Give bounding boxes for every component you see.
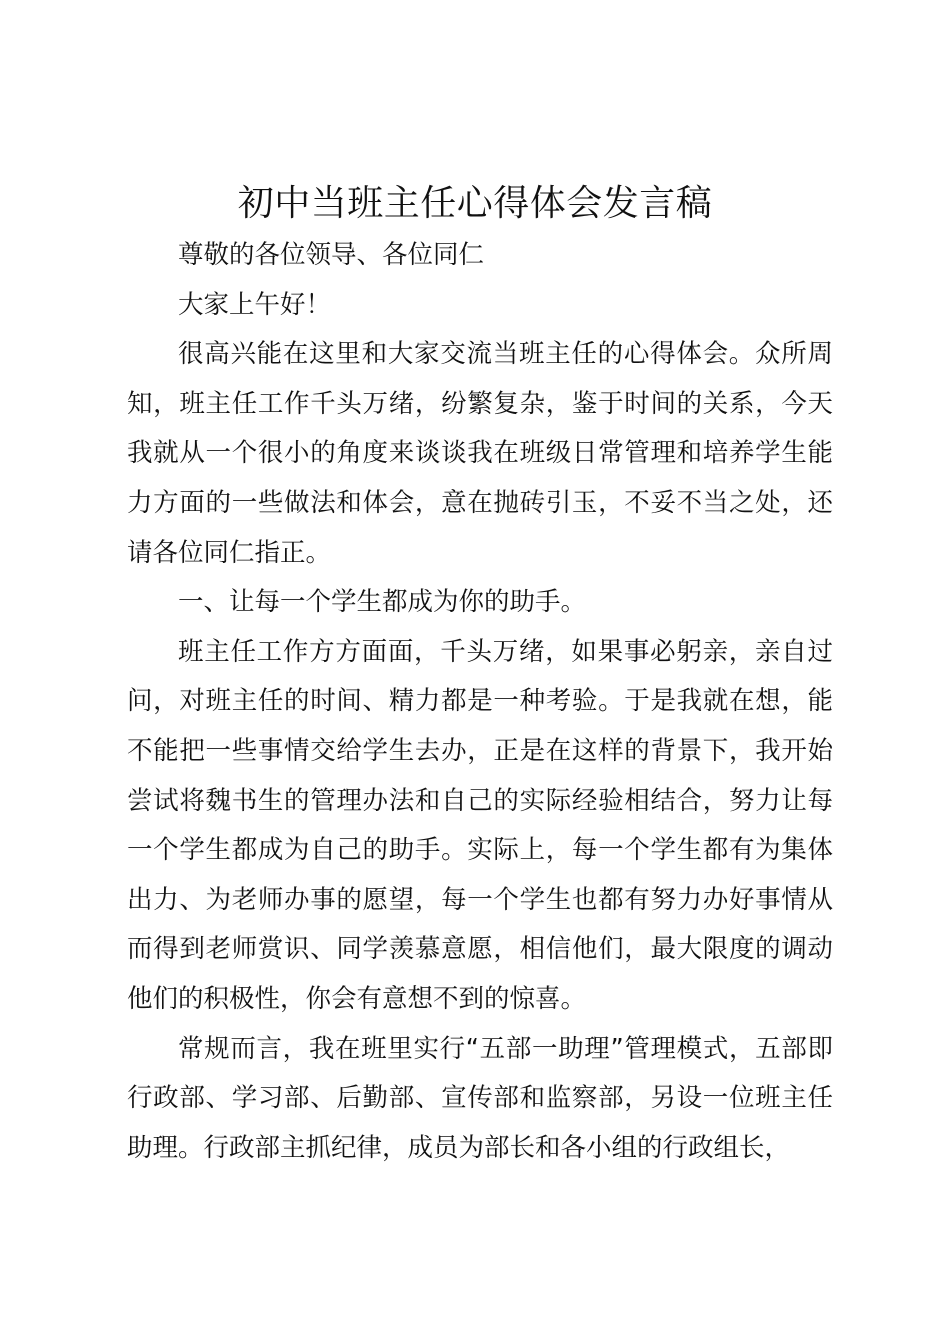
section-heading-1: 一、让每一个学生都成为你的助手。 <box>178 587 587 618</box>
salutation: 尊敬的各位领导、各位同仁 <box>178 240 485 270</box>
document-title: 初中当班主任心得体会发言稿 <box>237 183 713 224</box>
greeting: 大家上午好！ <box>178 289 332 320</box>
paragraph-intro: 很高兴能在这里和大家交流当班主任的心得体会。众所周知，班主任工作千头万绪，纷繁复杂，鉴于时间的关系，今天我就从一个很小的角度来谈谈我在班级日常管理和培养学生能力方面的一些做法和体会，意在抛砖引玉，不妥不当之处，还请各位同仁指正。 <box>127 339 833 568</box>
paragraph-section-1: 班主任工作方方面面，千头万绪，如果事必躬亲，亲自过问，对班主任的时间、精力都是一种考验。于是我就在想，能不能把一些事情交给学生去办，正是在这样的背景下，我开始尝试将魏书生的管理办法和自己的实际经验相结合，努力让每一个学生都成为自己的助手。实际上，每一个学生都有为集体出力、为老师办事的愿望，每一个学生也都有努力办好事情从而得到老师赏识、同学羡慕意愿，相信他们，最大限度的调动他们的积极性，你会有意想不到的惊喜。 <box>127 636 833 1014</box>
document-body <box>127 231 833 1173</box>
paragraph-management-model: 常规而言，我在班里实行“五部一助理”管理模式，五部即行政部、学习部、后勤部、宣传部和监察部，另设一位班主任助理。行政部主抓纪律，成员为部长和各小组的行政组长， <box>127 1033 833 1163</box>
